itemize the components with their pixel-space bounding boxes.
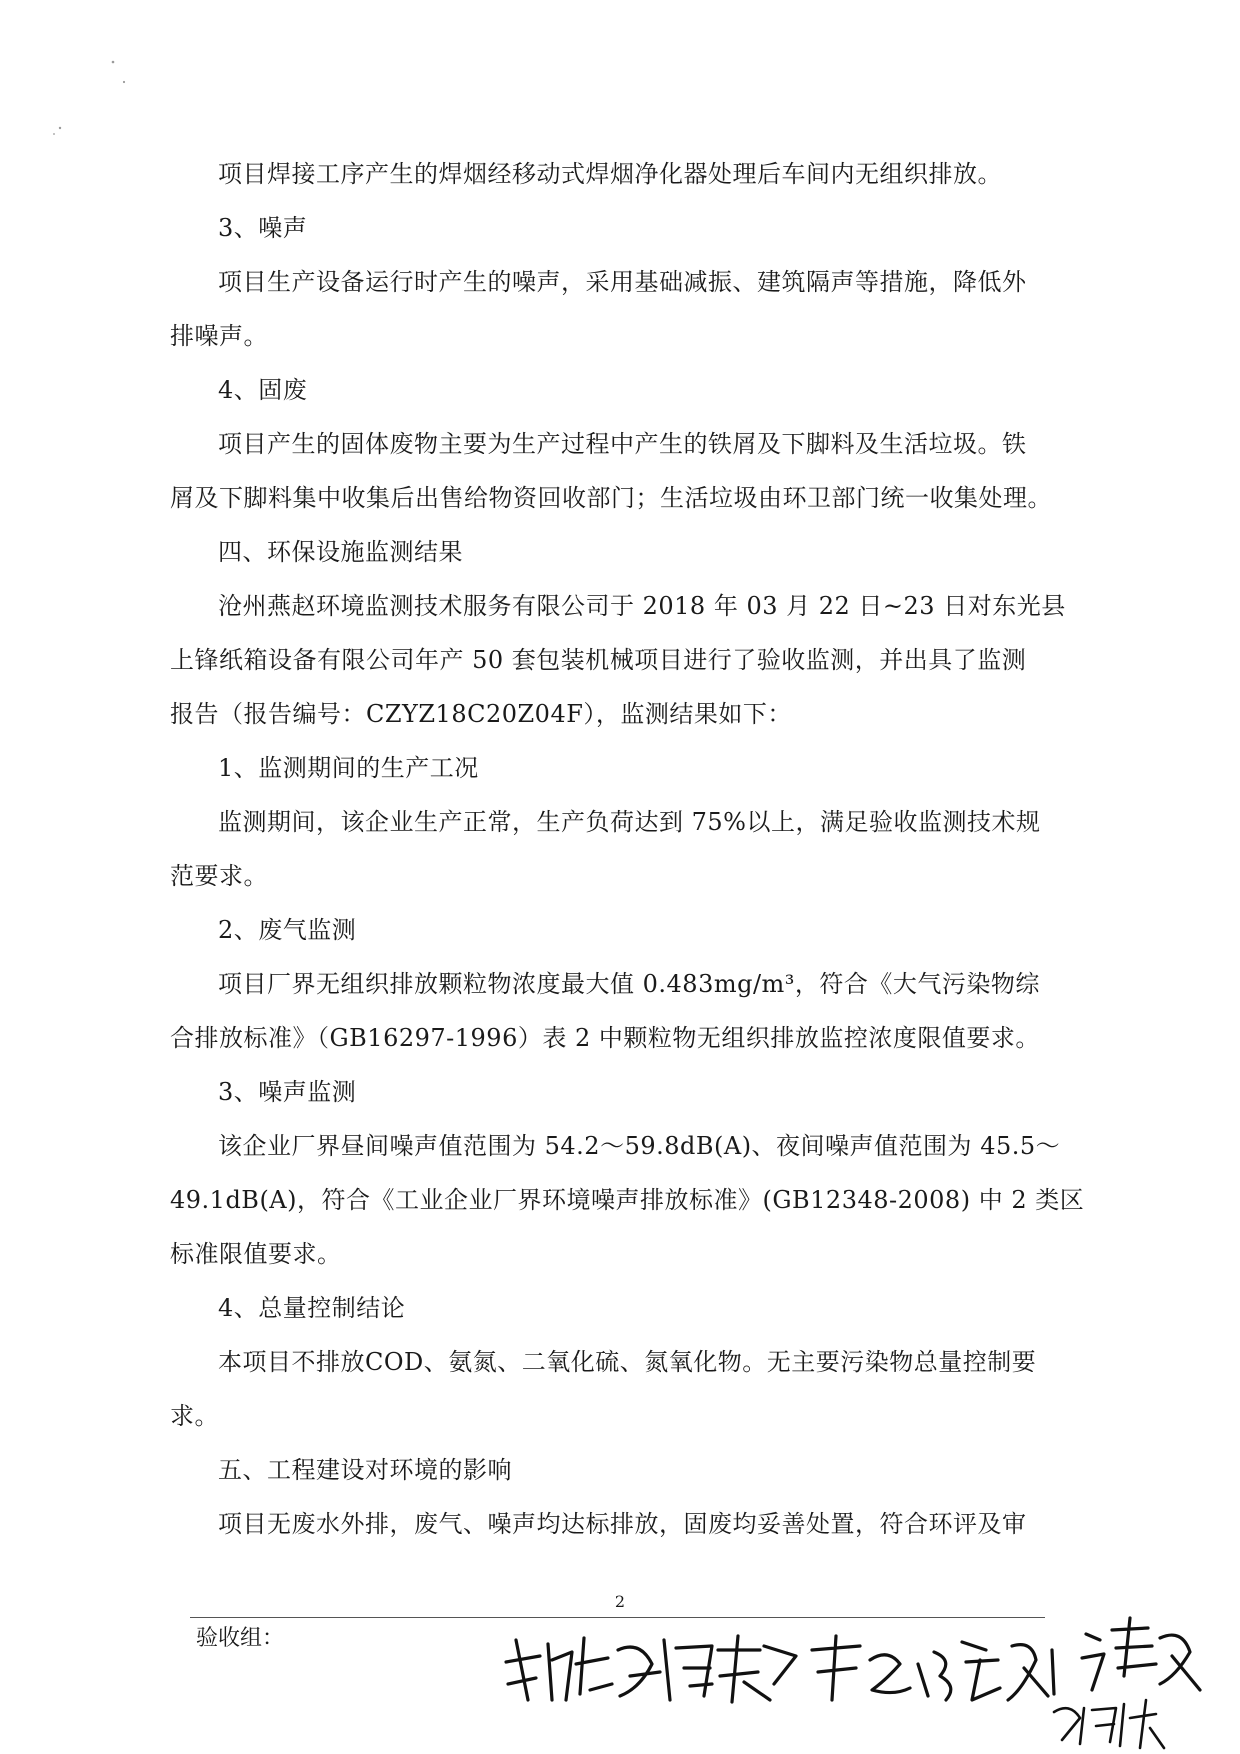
section-heading-total-control: 4、总量控制结论 bbox=[218, 1294, 406, 1322]
section-heading-4: 四、环保设施监测结果 bbox=[218, 538, 463, 566]
body-line-26: 项目无废水外排，废气、噪声均达标排放，固废均妥善处置，符合环评及审 bbox=[218, 1510, 1027, 1538]
section-heading-solid-waste: 4、固废 bbox=[218, 376, 308, 404]
body-line-9: 沧州燕赵环境监测技术服务有限公司于 2018 年 03 月 22 日~23 日对东光县 bbox=[218, 592, 1066, 620]
body-line-20: 49.1dB(A)，符合《工业企业厂界环境噪声排放标准》(GB12348-2008) 中 2 类区 bbox=[170, 1186, 1085, 1214]
section-heading-exhaust: 2、废气监测 bbox=[218, 916, 357, 944]
body-line-7: 屑及下脚料集中收集后出售给物资回收部门；生活垃圾由环卫部门统一收集处理。 bbox=[170, 484, 1052, 512]
body-line-19: 该企业厂界昼间噪声值范围为 54.2～59.8dB(A)、夜间噪声值范围为 45.5～ bbox=[218, 1132, 1061, 1160]
page-number: 2 bbox=[614, 1592, 626, 1611]
body-line-21: 标准限值要求。 bbox=[170, 1240, 342, 1268]
body-line-1: 项目焊接工序产生的焊烟经移动式焊烟净化器处理后车间内无组织排放。 bbox=[218, 160, 1002, 188]
body-line-3: 项目生产设备运行时产生的噪声，采用基础减振、建筑隔声等措施，降低外 bbox=[218, 268, 1027, 296]
section-heading-noise-monitoring: 3、噪声监测 bbox=[218, 1078, 357, 1106]
section-heading-5: 五、工程建设对环境的影响 bbox=[218, 1456, 512, 1484]
acceptance-group-label: 验收组： bbox=[196, 1626, 285, 1651]
body-line-14: 范要求。 bbox=[170, 862, 268, 890]
body-line-17: 合排放标准》（GB16297-1996）表 2 中颗粒物无组织排放监控浓度限值要求。 bbox=[170, 1024, 1040, 1052]
body-line-13: 监测期间，该企业生产正常，生产负荷达到 75%以上，满足验收监测技术规 bbox=[218, 808, 1041, 836]
section-heading-production: 1、监测期间的生产工况 bbox=[218, 754, 479, 782]
body-line-10: 上锋纸箱设备有限公司年产 50 套包装机械项目进行了验收监测，并出具了监测 bbox=[170, 646, 1027, 674]
section-heading-noise: 3、噪声 bbox=[218, 214, 308, 242]
body-line-11: 报告（报告编号：CZYZ18C20Z04F），监测结果如下： bbox=[170, 700, 792, 728]
body-line-6: 项目产生的固体废物主要为生产过程中产生的铁屑及下脚料及生活垃圾。铁 bbox=[218, 430, 1027, 458]
body-line-16: 项目厂界无组织排放颗粒物浓度最大值 0.483mg/m³，符合《大气污染物综 bbox=[218, 970, 1040, 998]
body-line-4: 排噪声。 bbox=[170, 322, 268, 350]
body-line-24: 求。 bbox=[170, 1402, 219, 1430]
body-line-23: 本项目不排放COD、氨氮、二氧化硫、氮氧化物。无主要污染物总量控制要 bbox=[218, 1348, 1037, 1376]
